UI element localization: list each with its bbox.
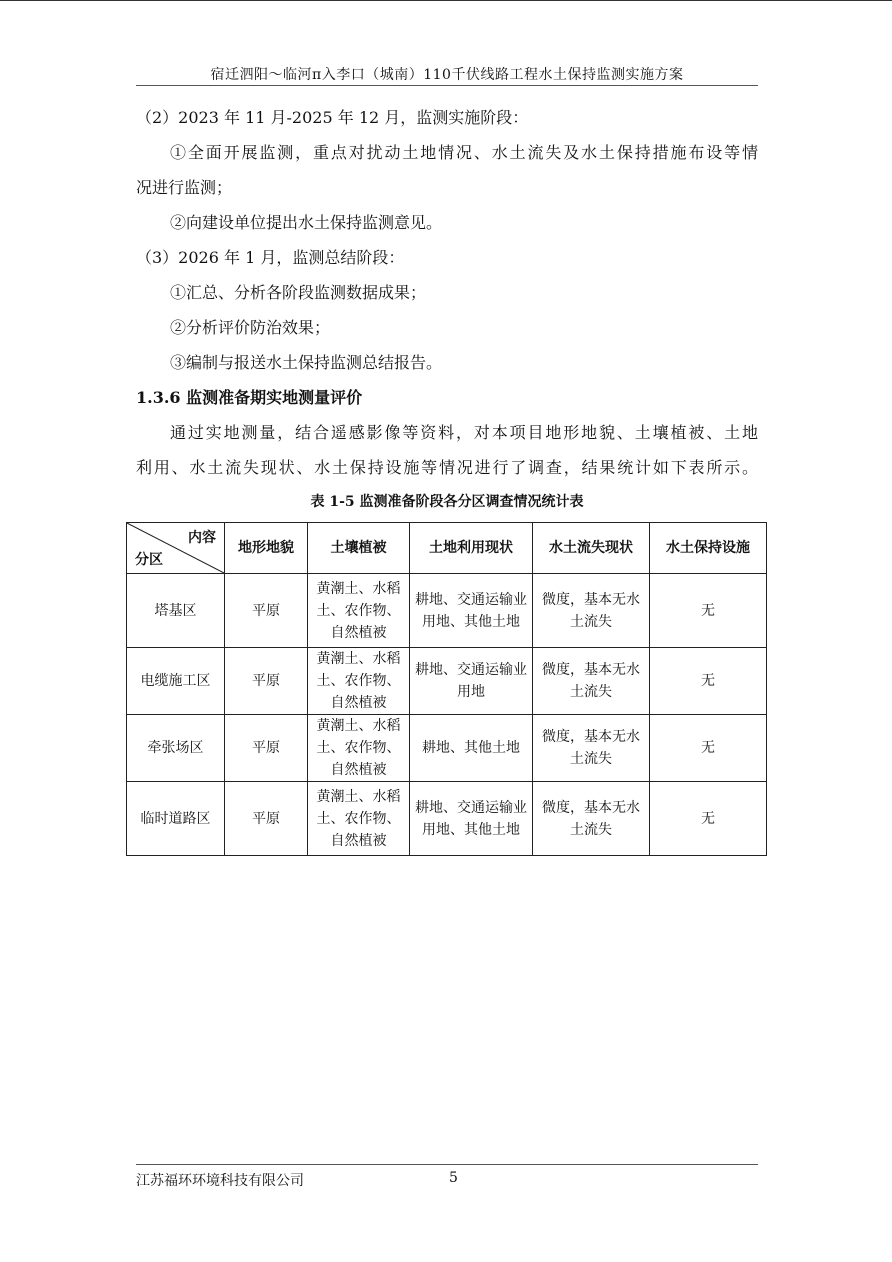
header-terrain: 地形地貌 (225, 523, 308, 574)
table-row (127, 782, 767, 856)
page-header-title: 宿迁泗阳～临河π入李口（城南）110千伏线路工程水土保持监测实施方案 (210, 67, 684, 83)
cell-land-use: 耕地、其他土地 (410, 715, 533, 782)
paragraph-stage-2: （2）2023 年 11 月-2025 年 12 月，监测实施阶段： (136, 108, 529, 127)
cell-terrain: 平原 (225, 782, 308, 856)
table-header-row (127, 523, 767, 574)
cell-terrain: 平原 (225, 648, 308, 715)
cell-erosion: 微度，基本无水土流失 (533, 782, 650, 856)
cell-land-use: 耕地、交通运输业用地、其他土地 (410, 574, 533, 648)
header-rule (136, 85, 758, 86)
table-row (127, 574, 767, 648)
cell-facility: 无 (650, 782, 767, 856)
table-caption: 表 1-5 监测准备阶段各分区调查情况统计表 (310, 494, 584, 510)
cell-erosion: 微度，基本无水土流失 (533, 574, 650, 648)
cell-facility: 无 (650, 715, 767, 782)
cell-zone: 塔基区 (127, 574, 225, 648)
paragraph-survey-a: 通过实地测量，结合遥感影像等资料，对本项目地形地貌、土壤植被、土地 (170, 423, 758, 442)
paragraph-summary-3: ③编制与报送水土保持监测总结报告。 (170, 353, 443, 372)
cell-terrain: 平原 (225, 574, 308, 648)
cell-facility: 无 (650, 574, 767, 648)
cell-land-use: 耕地、交通运输业用地 (410, 648, 533, 715)
paragraph-summary-1: ①汇总、分析各阶段监测数据成果； (170, 283, 427, 302)
header-facility: 水土保持设施 (650, 523, 767, 574)
cell-erosion: 微度，基本无水土流失 (533, 715, 650, 782)
survey-table (126, 522, 767, 856)
footer-rule (136, 1164, 758, 1165)
cell-soil: 黄潮土、水稻土、农作物、自然植被 (308, 648, 410, 715)
page-top-border (0, 0, 892, 1)
header-soil: 土壤植被 (308, 523, 410, 574)
header-land-use: 土地利用现状 (410, 523, 533, 574)
paragraph-item-1b: 况进行监测； (136, 178, 233, 197)
paragraph-item-1a: ①全面开展监测，重点对扰动土地情况、水土流失及水土保持措施布设等情 (170, 143, 758, 162)
table-corner-cell (127, 523, 225, 574)
cell-zone: 临时道路区 (127, 782, 225, 856)
document-body (136, 106, 758, 521)
cell-zone: 电缆施工区 (127, 648, 225, 715)
cell-erosion: 微度，基本无水土流失 (533, 648, 650, 715)
cell-soil: 黄潮土、水稻土、农作物、自然植被 (308, 782, 410, 856)
paragraph-stage-3: （3）2026 年 1 月，监测总结阶段： (136, 248, 405, 267)
paragraph-survey-b: 利用、水土流失现状、水土保持设施等情况进行了调查，结果统计如下表所示。 (136, 458, 758, 477)
table-row (127, 648, 767, 715)
cell-terrain: 平原 (225, 715, 308, 782)
cell-land-use: 耕地、交通运输业用地、其他土地 (410, 782, 533, 856)
page-number: 5 (449, 1170, 458, 1186)
cell-soil: 黄潮土、水稻土、农作物、自然植被 (308, 574, 410, 648)
corner-label-content: 内容 (188, 530, 216, 546)
header-erosion: 水土流失现状 (533, 523, 650, 574)
table-row (127, 715, 767, 782)
cell-zone: 牵张场区 (127, 715, 225, 782)
paragraph-item-2: ②向建设单位提出水土保持监测意见。 (170, 213, 443, 232)
corner-label-zone: 分区 (135, 552, 163, 568)
section-heading: 1.3.6 监测准备期实地测量评价 (136, 388, 363, 407)
cell-soil: 黄潮土、水稻土、农作物、自然植被 (308, 715, 410, 782)
paragraph-summary-2: ②分析评价防治效果； (170, 318, 331, 337)
footer-company: 江苏福环环境科技有限公司 (136, 1173, 304, 1189)
cell-facility: 无 (650, 648, 767, 715)
